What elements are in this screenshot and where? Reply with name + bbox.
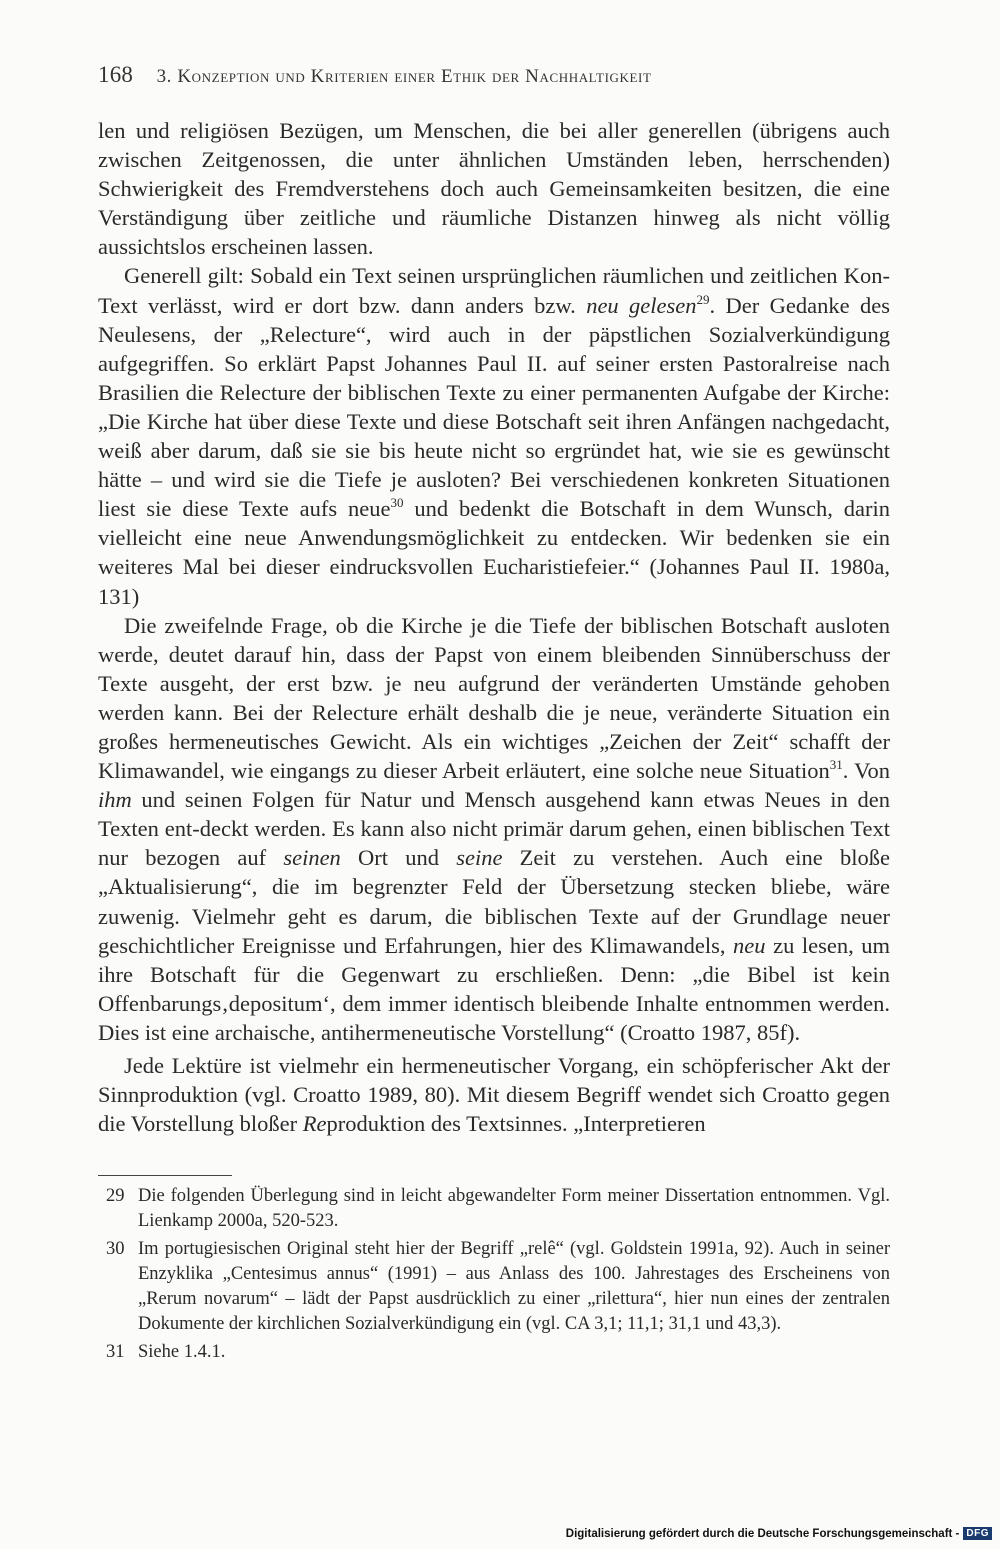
paragraph-text: Generell gilt: Sobald ein Text seinen ursprünglichen räumlichen und zeitlichen Kon-Text verlässt, wird er dort bzw. dann anders bzw. [98,263,890,318]
footnote-29 [98,1184,890,1234]
emphasis: seine [456,845,503,871]
paragraph-text: Die zweifelnde Frage, ob die Kirche je die Tiefe der biblischen Botschaft ausloten werde, deutet darauf hin, dass der Papst von einem bleibenden Sinnüberschuss der Texte ausgeht, der erst bzw. je neu aufgrund der veränderten Umstände gehoben werden kann. Bei der Relecture erhält deshalb die je neue, veränderte Situation ein großes hermeneutisches Gewicht. Als ein wichtiges „Zeichen der Zeit“ schafft der Klimawandel, wie eingangs zu dieser Arbeit erläutert, eine solche neue Situation [98,612,890,784]
page-number: 168 [98,62,134,87]
paragraph-text: len und religiösen Bezügen, um Menschen, die bei aller generellen (übrigens auch zwischen Zeitgenossen, die unter ähnlichen Umständen leben, herrschenden) Schwierigkeit des Fremdverstehens doch auch Gemeinsamkeiten besitzen, die eine Verständigung über zeitliche und räumliche Distanzen hinweg als nicht völlig aussichtslos erscheinen lassen. [98,118,890,260]
paragraph-2 [98,261,890,610]
paragraph-text: . Von [842,758,890,784]
paragraph-text: und seinen Folgen für Natur und Mensch ausgehend kann etwas Neues in den Texten ent-deckt werden. Es kann also nicht primär darum gehen, einen biblischen Text nur bezogen auf [98,787,890,871]
paragraph-text: zu lesen, um ihre Botschaft für die Gegenwart zu erschließen. Denn: „die Bibel ist kein Offenbarungs‚depositum‘, dem immer identisch bleibende Inhalte entnommen werden. Dies ist eine archaische, antihermeneutische Vorstellung“ (Croatto 1987, 85f). [98,932,890,1045]
emphasis: neu gelesen [586,292,697,318]
footnote-31 [98,1340,890,1365]
emphasis: ihm [98,787,132,813]
footnote-number: 31 [106,1342,125,1362]
paragraph-3 [98,611,890,1047]
footnotes [98,1184,890,1368]
paragraph-text: Ort und [340,845,457,871]
paragraph-text: produktion des Textsinnes. „Interpretieren [326,1111,706,1137]
funding-text: Digitalisierung gefördert durch die Deutsche Forschungsgemeinschaft - [565,1527,960,1540]
footnote-divider [98,1175,232,1176]
footnote-ref-30[interactable]: 30 [390,495,404,511]
page-header [98,62,898,88]
dfg-logo: DFG [963,1527,992,1540]
paragraph-text: Jede Lektüre ist vielmehr ein hermeneutischer Vorgang, ein schöpferischer Akt der Sinnproduktion (vgl. Croatto 1989, 80). Mit diesem Begriff wendet sich Croatto gegen die Vorstellung bloßer [98,1053,890,1137]
footnote-ref-29[interactable]: 29 [696,291,710,307]
paragraph-4 [98,1051,890,1138]
footnote-number: 29 [106,1186,125,1206]
footnote-30 [98,1237,890,1337]
paragraph-1 [98,116,890,261]
footnote-text: Siehe 1.4.1. [138,1342,226,1362]
running-title: 3. Konzeption und Kriterien einer Ethik der Nachhaltigkeit [156,66,652,87]
footnote-number: 30 [106,1239,125,1259]
emphasis: Re [302,1111,327,1137]
paragraph-text: . Der Gedanke des Neulesens, der „Relecture“, wird auch in der päpstlichen Sozialverkündigung aufgegriffen. So erklärt Papst Johannes Paul II. auf seiner ersten Pastoralreise nach Brasilien die Relecture der biblischen Texte zu einer permanenten Aufgabe der Kirche: „Die Kirche hat über diese Texte und diese Botschaft seit ihren Anfängen nachgedacht, weiß aber darum, daß sie sie bis heute nicht so ergründet hat, wie sie es gewünscht hätte – und wird sie die Tiefe je ausloten? Bei verschiedenen konkreten Situationen liest sie diese Texte aufs neue [98,292,890,522]
paragraph-text: Zeit zu verstehen. Auch eine bloße „Aktualisierung“, die im begrenzter Feld der Übersetzung stecken bliebe, wäre zuwenig. Vielmehr geht es darum, die biblischen Texte auf der Grundlage neuer geschichtlicher Ereignisse und Erfahrungen, hier des Klimawandels, [98,845,890,958]
funding-watermark [566,1527,992,1540]
body-text [98,116,890,1138]
footnote-text: Im portugiesischen Original steht hier der Begriff „relê“ (vgl. Goldstein 1991a, 92). Auch in seiner Enzyklika „Centesimus annus“ (1991) – aus Anlass des 100. Jahrestages des Erscheinens von „Rerum novarum“ – lädt der Papst ausdrücklich zu einer „rilettura“, hier nun eines der zentralen Dokumente der kirchlichen Sozialverkündigung ein (vgl. CA 3,1; 11,1; 31,1 und 43,3). [138,1239,890,1334]
emphasis: seinen [283,845,341,871]
footnote-text: Die folgenden Überlegung sind in leicht abgewandelter Form meiner Dissertation entnommen. Vgl. Lienkamp 2000a, 520-523. [138,1186,890,1231]
emphasis: neu [733,932,766,958]
paragraph-text: und bedenkt die Botschaft in dem Wunsch, darin vielleicht eine neue Anwendungsmöglichkeit zu entdecken. Wir bedenken sie ein weiteres Mal bei dieser eindrucksvollen Eucharistiefeier.“ (Johannes Paul II. 1980a, 131) [98,496,890,609]
footnote-ref-31[interactable]: 31 [829,757,843,773]
